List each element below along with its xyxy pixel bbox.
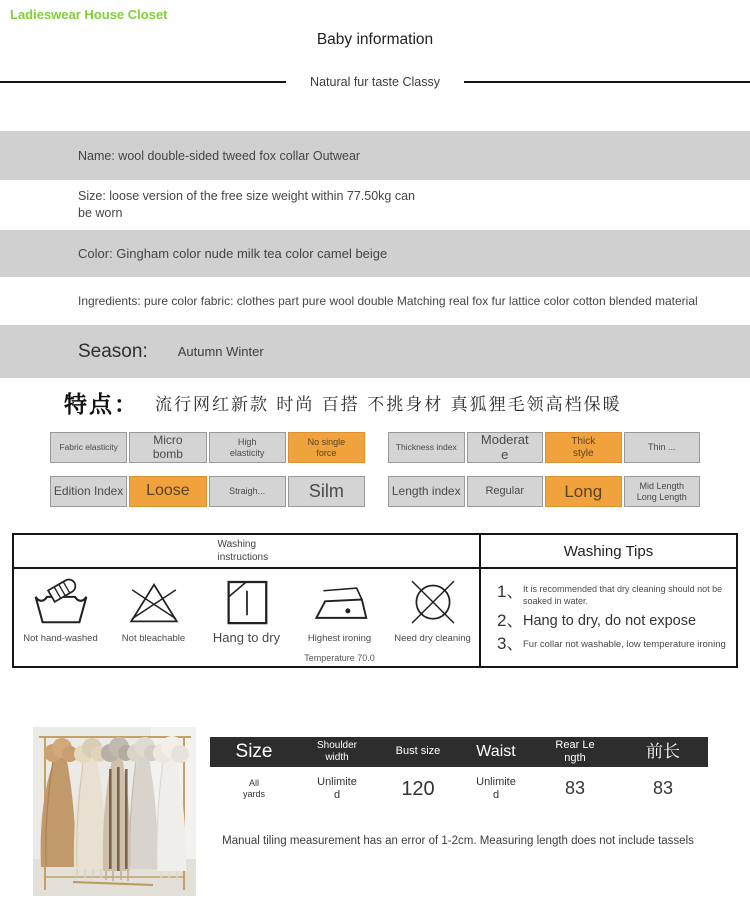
washing-instructions-title: Washing instructions [217,539,269,563]
attr-cell: Straigh... [209,476,286,507]
subtitle-text: Natural fur taste Classy [310,74,440,89]
value-front-length: 83 [652,778,674,799]
ingredients-text: Ingredients: pure color fabric: clothes part pure wool double Matching real fox fur lattice color cotton blended material [78,294,698,308]
tip-number: 1、 [497,582,524,601]
washing-instructions-panel [14,535,481,666]
size-chart [210,737,708,811]
measurement-note: Manual tiling measurement has an error of 1-2cm. Measuring length does not include tassels [222,835,694,847]
attr-cell: Length index [388,476,465,507]
tip-text: Fur collar not washable, low temperature ironing [523,639,726,651]
info-rows [0,131,750,378]
care-icon-col [107,578,200,666]
attr-cell-highlighted: Loose [129,476,206,507]
care-icon-label: Highest ironing [307,633,372,644]
header-bust-size: Bust size [395,745,441,758]
color-text: Color: Gingham color nude milk tea color camel beige [78,246,388,261]
product-photo [33,727,196,896]
care-icon-col [293,578,386,666]
size-chart-row [210,767,708,811]
info-row-size [0,180,750,230]
care-icon-label: Hang to dry [212,630,281,645]
attr-cell: Regular [467,476,544,507]
subtitle-divider [0,74,750,89]
name-text: Name: wool double-sided tweed fox collar Outwear [78,148,361,163]
coats-on-rack-illustration [33,727,196,896]
attr-cell: Fabric elasticity [50,432,127,463]
size-chart-header [210,737,708,767]
attribute-tables [50,432,700,507]
features-text: 流行网红新款 时尚 百搭 不挑身材 真狐狸毛领高档保暖 [155,395,622,415]
care-icon-label: Not bleachable [121,633,186,644]
header-front-length: 前长 [646,741,680,761]
no-bleach-icon [126,578,182,628]
attr-cell-highlighted: Thick style [545,432,622,463]
thickness-index-strip [388,432,700,463]
washing-tips-panel [481,535,736,666]
brand-label: Ladieswear House Closet [10,7,168,22]
attr-cell: Edition Index [50,476,127,507]
divider-line-right [464,81,750,83]
header-rear-length: Rear Length [555,738,595,764]
tip-text: It is recommended that dry cleaning should not be soaked in water. [523,584,723,607]
attr-cell: Moderate [467,432,544,463]
attr-cell-highlighted: Long [545,476,622,507]
fabric-elasticity-strip [50,432,365,463]
tip-number: 3、 [497,634,524,654]
info-row-name [0,131,750,180]
dry-clean-icon [405,578,461,628]
washing-tips-list [481,569,736,658]
care-icons-row [14,569,479,666]
features-label: 特点： [64,391,139,417]
washing-tips-header [481,535,736,569]
washing-tips-title: Washing Tips [563,542,654,560]
washing-section [12,533,738,668]
page-title: Baby information [316,31,434,48]
features-line [64,386,622,419]
season-value: Autumn Winter [177,344,264,359]
value-shoulder-width: Unlimited [317,775,357,801]
season-label: Season: [78,340,148,362]
care-icon-col [386,578,479,666]
size-text: Size: loose version of the free size weight within 77.50kg can be worn [78,188,415,220]
attr-cell: Silm [288,476,365,507]
attr-cell: High elasticity [209,432,286,463]
length-index-strip [388,476,700,507]
edition-index-strip [50,476,365,507]
value-size: All yards [242,778,265,799]
care-icon-label: Not hand-washed [23,633,98,644]
info-row-ingredients [0,277,750,325]
hang-dry-icon [219,578,275,628]
value-bust-size: 120 [401,778,435,800]
value-rear-length: 83 [564,778,586,799]
tip-number: 2、 [497,611,524,631]
care-icon-sublabel: Temperature 70.0 [304,653,375,663]
care-icon-label: Need dry cleaning [394,633,471,644]
care-icon-col [200,578,293,666]
attr-cell: Mid Length Long Length [624,476,701,507]
hand-wash-icon [33,578,89,628]
washing-tip [497,583,728,607]
care-icon-col [14,578,107,666]
divider-line-left [0,81,286,83]
washing-tip [497,612,728,630]
header-waist: Waist [476,743,516,761]
tip-text: Hang to dry, do not expose [523,613,697,630]
value-waist: Unlimited [476,775,516,801]
iron-icon [312,578,368,628]
attr-cell-highlighted: No single force [288,432,365,463]
washing-tip [497,635,728,653]
attr-cell: Thickness index [388,432,465,463]
attr-cell: Thin ... [624,432,701,463]
info-row-color [0,230,750,277]
washing-instructions-header [14,535,479,569]
header-size: Size [235,740,273,762]
attr-cell: Micro bomb [129,432,206,463]
info-row-season [0,325,750,378]
header-shoulder-width: Shoulder width [316,740,358,763]
